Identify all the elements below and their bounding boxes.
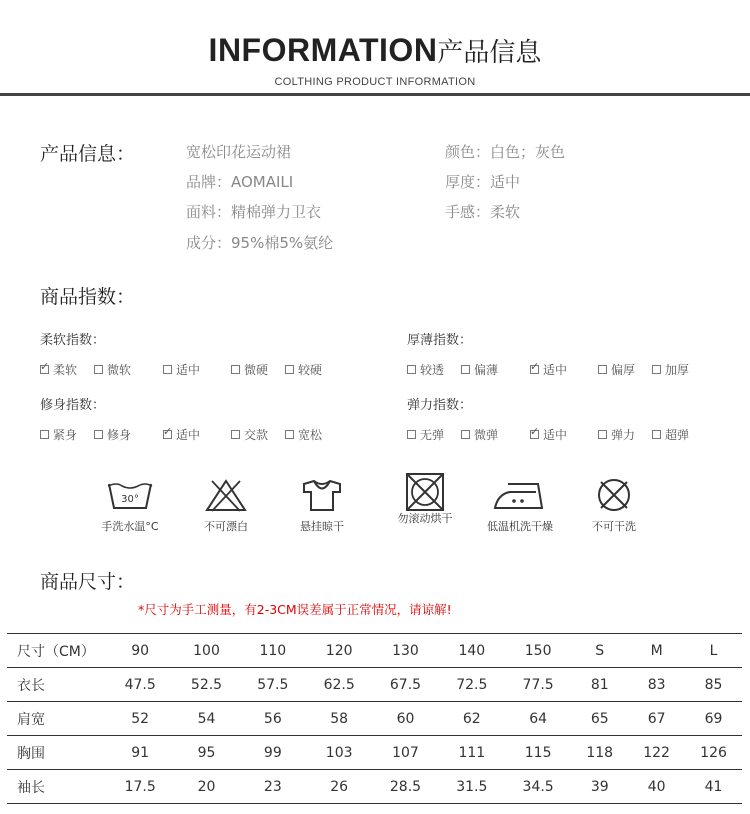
size-cell: 17.5 xyxy=(107,770,173,804)
size-cell: 130 xyxy=(372,634,438,668)
elasticity-option[interactable] xyxy=(652,426,689,443)
thickness-index-label: 厚薄指数： xyxy=(407,333,473,348)
option-label: 柔软 xyxy=(53,363,78,377)
size-cell: 118 xyxy=(571,736,628,770)
size-cell: 81 xyxy=(571,668,628,702)
row-label: 衣长 xyxy=(7,668,107,702)
low-iron-icon xyxy=(490,478,550,512)
option-label: 微硬 xyxy=(244,363,269,377)
fit-index-label: 修身指数： xyxy=(40,398,106,413)
size-cell: 67.5 xyxy=(372,668,438,702)
size-cell: 62 xyxy=(439,702,505,736)
checkbox-icon[interactable] xyxy=(598,430,607,439)
size-cell: S xyxy=(571,634,628,668)
option-label: 交款 xyxy=(244,428,269,442)
thickness-option[interactable] xyxy=(407,361,444,378)
option-label: 超弹 xyxy=(665,428,690,442)
option-label: 偏薄 xyxy=(474,363,499,377)
checkbox-icon[interactable] xyxy=(530,365,539,374)
table-row xyxy=(7,736,742,770)
hang-dry-icon xyxy=(300,478,344,512)
option-label: 无弹 xyxy=(420,428,445,442)
checkbox-icon[interactable] xyxy=(652,430,661,439)
info-composition: 成分：95%棉5%氨纶 xyxy=(186,234,334,252)
checkbox-icon[interactable] xyxy=(530,430,539,439)
size-cell: 34.5 xyxy=(505,770,571,804)
info-hand-feel: 手感：柔软 xyxy=(445,203,521,221)
size-cell: 77.5 xyxy=(505,668,571,702)
size-cell: 126 xyxy=(685,736,742,770)
size-cell: 39 xyxy=(571,770,628,804)
softness-option[interactable] xyxy=(163,361,200,378)
softness-option[interactable] xyxy=(231,361,268,378)
size-cell: 69 xyxy=(685,702,742,736)
fit-option[interactable] xyxy=(285,426,322,443)
option-label: 修身 xyxy=(107,428,132,442)
table-row xyxy=(7,702,742,736)
size-table xyxy=(7,633,742,804)
size-cell: 103 xyxy=(306,736,372,770)
size-cell: 67 xyxy=(628,702,685,736)
softness-option[interactable] xyxy=(94,361,131,378)
size-heading: 商品尺寸： xyxy=(40,571,136,593)
size-cell: 31.5 xyxy=(439,770,505,804)
option-label: 较透 xyxy=(420,363,445,377)
care-label-hand-wash: 手洗水温°C xyxy=(101,520,159,533)
size-cell: 122 xyxy=(628,736,685,770)
size-cell: 26 xyxy=(306,770,372,804)
size-cell: 120 xyxy=(306,634,372,668)
size-cell: 83 xyxy=(628,668,685,702)
size-cell: 140 xyxy=(439,634,505,668)
size-note: *尺寸为手工测量，有2-3CM误差属于正常情况，请谅解! xyxy=(138,602,452,617)
checkbox-icon[interactable] xyxy=(461,430,470,439)
care-item-no-tumble-dry xyxy=(375,478,475,526)
size-cell: 107 xyxy=(372,736,438,770)
softness-option[interactable] xyxy=(285,361,322,378)
size-cell: 28.5 xyxy=(372,770,438,804)
option-label: 加厚 xyxy=(665,363,690,377)
size-cell: 150 xyxy=(505,634,571,668)
checkbox-icon[interactable] xyxy=(285,430,294,439)
info-fabric: 面料：精棉弹力卫衣 xyxy=(186,203,322,221)
softness-option[interactable] xyxy=(40,361,77,378)
elasticity-option[interactable] xyxy=(530,426,567,443)
row-label: 肩宽 xyxy=(7,702,107,736)
size-cell: 115 xyxy=(505,736,571,770)
checkbox-icon[interactable] xyxy=(40,430,49,439)
elasticity-index-label: 弹力指数： xyxy=(407,398,473,413)
thickness-option[interactable] xyxy=(461,361,498,378)
checkbox-icon[interactable] xyxy=(407,430,416,439)
option-label: 适中 xyxy=(543,428,568,442)
size-cell: 100 xyxy=(173,634,239,668)
page-title xyxy=(0,32,750,69)
title-english: INFORMATION xyxy=(208,32,438,68)
option-label: 微软 xyxy=(107,363,132,377)
care-label-no-tumble-dry: 勿滚动烘干 xyxy=(397,512,453,525)
size-cell: 47.5 xyxy=(107,668,173,702)
care-item-low-iron xyxy=(470,478,570,534)
checkbox-icon[interactable] xyxy=(652,365,661,374)
row-label: 袖长 xyxy=(7,770,107,804)
checkbox-icon[interactable] xyxy=(231,430,240,439)
fit-option[interactable] xyxy=(94,426,131,443)
thickness-option[interactable] xyxy=(530,361,567,378)
thickness-option[interactable] xyxy=(652,361,689,378)
size-cell: 65 xyxy=(571,702,628,736)
table-header-row xyxy=(7,634,742,668)
size-cell: 72.5 xyxy=(439,668,505,702)
size-cell: 95 xyxy=(173,736,239,770)
fit-option[interactable] xyxy=(163,426,200,443)
size-cell: 58 xyxy=(306,702,372,736)
checkbox-icon[interactable] xyxy=(163,430,172,439)
size-cell: 41 xyxy=(685,770,742,804)
info-color: 颜色：白色；灰色 xyxy=(445,143,566,161)
indices-heading: 商品指数： xyxy=(40,286,136,308)
info-product-name: 宽松印花运动裙 xyxy=(186,143,292,161)
softness-index-label: 柔软指数： xyxy=(40,333,106,348)
care-item-hang-dry xyxy=(272,478,372,534)
option-label: 适中 xyxy=(543,363,568,377)
checkbox-icon[interactable] xyxy=(598,365,607,374)
page-header xyxy=(0,0,750,100)
size-cell: 85 xyxy=(685,668,742,702)
size-cell: 23 xyxy=(240,770,306,804)
checkbox-icon[interactable] xyxy=(94,430,103,439)
size-cell: 91 xyxy=(107,736,173,770)
fit-option[interactable] xyxy=(40,426,77,443)
table-row xyxy=(7,770,742,804)
care-item-no-bleach xyxy=(176,478,276,534)
size-cell: 57.5 xyxy=(240,668,306,702)
header-divider xyxy=(0,93,750,96)
thickness-option[interactable] xyxy=(598,361,635,378)
wash-temp-text: 30° xyxy=(121,494,139,505)
size-cell: 52 xyxy=(107,702,173,736)
care-label-low-iron: 低温机洗干燥 xyxy=(487,520,553,533)
option-label: 偏厚 xyxy=(611,363,636,377)
checkbox-icon[interactable] xyxy=(231,365,240,374)
no-tumble-dry-icon xyxy=(403,470,447,514)
care-label-hang-dry: 悬挂晾干 xyxy=(300,520,344,533)
checkbox-icon[interactable] xyxy=(407,365,416,374)
option-label: 较硬 xyxy=(298,363,323,377)
checkbox-icon[interactable] xyxy=(40,365,49,374)
info-thickness: 厚度：适中 xyxy=(445,173,521,191)
hand-wash-30-icon xyxy=(105,478,155,512)
row-label: 胸围 xyxy=(7,736,107,770)
size-cell: 99 xyxy=(240,736,306,770)
elasticity-option[interactable] xyxy=(461,426,498,443)
size-cell: 60 xyxy=(372,702,438,736)
checkbox-icon[interactable] xyxy=(461,365,470,374)
option-label: 适中 xyxy=(176,428,201,442)
size-cell: 110 xyxy=(240,634,306,668)
size-cell: 52.5 xyxy=(173,668,239,702)
size-cell: 90 xyxy=(107,634,173,668)
size-cell: 56 xyxy=(240,702,306,736)
row-label: 尺寸（CM） xyxy=(7,634,107,668)
no-dry-clean-icon xyxy=(592,478,636,512)
option-label: 宽松 xyxy=(298,428,323,442)
care-item-no-dry-clean xyxy=(564,478,664,534)
size-cell: 40 xyxy=(628,770,685,804)
option-label: 弹力 xyxy=(611,428,636,442)
page-subtitle: COLTHING PRODUCT INFORMATION xyxy=(274,76,476,88)
elasticity-option[interactable] xyxy=(407,426,444,443)
checkbox-icon[interactable] xyxy=(94,365,103,374)
size-cell: 54 xyxy=(173,702,239,736)
care-label-no-dry-clean: 不可干洗 xyxy=(592,520,636,533)
care-item-hand-wash xyxy=(80,478,180,534)
size-cell: L xyxy=(685,634,742,668)
fit-option[interactable] xyxy=(231,426,268,443)
size-cell: M xyxy=(628,634,685,668)
elasticity-option[interactable] xyxy=(598,426,635,443)
table-row xyxy=(7,668,742,702)
checkbox-icon[interactable] xyxy=(285,365,294,374)
size-cell: 64 xyxy=(505,702,571,736)
size-cell: 62.5 xyxy=(306,668,372,702)
size-cell: 111 xyxy=(439,736,505,770)
option-label: 微弹 xyxy=(474,428,499,442)
size-cell: 20 xyxy=(173,770,239,804)
info-brand: 品牌：AOMAILI xyxy=(186,173,294,191)
no-bleach-icon xyxy=(204,478,248,512)
care-label-no-bleach: 不可漂白 xyxy=(204,520,248,533)
product-info-heading: 产品信息： xyxy=(40,143,136,165)
checkbox-icon[interactable] xyxy=(163,365,172,374)
option-label: 适中 xyxy=(176,363,201,377)
title-chinese: 产品信息 xyxy=(437,38,542,68)
option-label: 紧身 xyxy=(53,428,78,442)
